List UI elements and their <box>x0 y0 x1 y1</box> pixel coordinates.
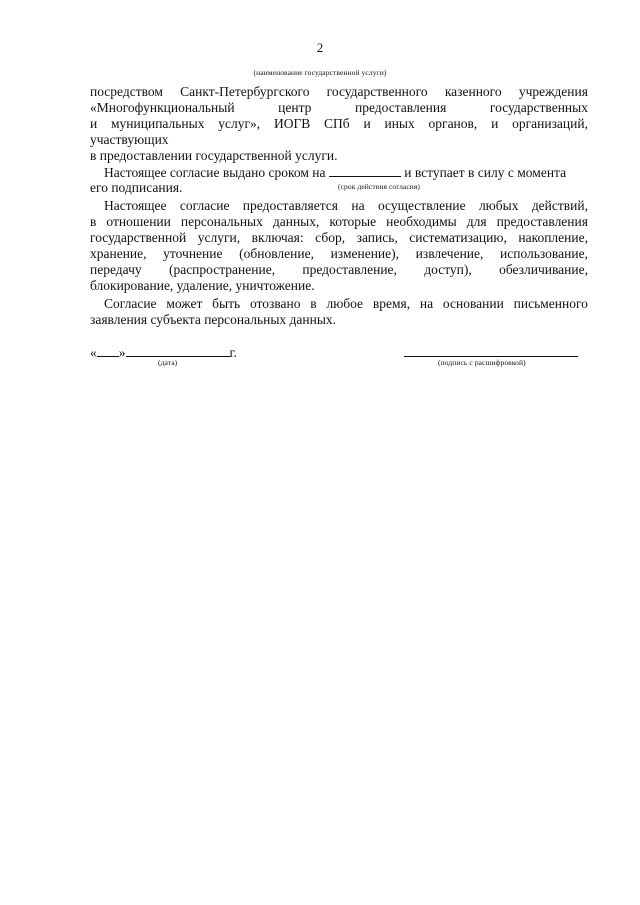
word: накопление, <box>518 230 588 245</box>
word: и <box>491 116 499 131</box>
word: иных <box>384 116 415 131</box>
date-day-blank <box>97 344 119 357</box>
word: и <box>90 116 98 131</box>
word: предоставляется <box>242 198 338 213</box>
paragraph1-line4: участвующих <box>90 132 169 147</box>
consent-term-text-before: Настоящее согласие выдано сроком на <box>104 165 326 180</box>
word: обезличивание, <box>499 262 588 277</box>
word: которые <box>329 214 377 229</box>
paragraph2-line2: его подписания. <box>90 180 183 195</box>
word: запись, <box>356 230 398 245</box>
word: казенного <box>444 84 502 99</box>
paragraph3-line2 <box>90 214 588 230</box>
date-month-blank <box>126 344 230 357</box>
word: услуги, <box>197 230 241 245</box>
paragraph1-line1 <box>90 84 588 100</box>
word: сбор, <box>315 230 346 245</box>
word: извлечение, <box>415 246 484 261</box>
paragraph4-line2: заявления субъекта персональных данных. <box>90 312 337 327</box>
consent-term-blank <box>329 164 401 177</box>
date-year-suffix: г. <box>229 345 237 360</box>
word: хранение, <box>90 246 147 261</box>
word: персональных <box>180 214 263 229</box>
word: быть <box>212 296 241 311</box>
word: учреждения <box>518 84 588 99</box>
paragraph3-line3 <box>90 230 588 246</box>
paragraph4-line1 <box>90 296 588 312</box>
word: основании <box>442 296 504 311</box>
word: любое <box>326 296 364 311</box>
word: согласие <box>179 198 230 213</box>
word: (обновление, <box>239 246 314 261</box>
word: Санкт-Петербургского <box>180 84 310 99</box>
caption-date: (дата) <box>158 358 178 367</box>
word: центр <box>278 100 312 115</box>
paragraph1-line2 <box>90 100 588 116</box>
paragraph3-line5 <box>90 262 588 278</box>
word: время, <box>372 296 411 311</box>
paragraph3-line4 <box>90 246 588 262</box>
paragraph3-line6: блокирование, удаление, уничтожение. <box>90 278 315 293</box>
word: государственной <box>90 230 187 245</box>
word: передачу <box>90 262 142 277</box>
paragraph1-line3 <box>90 116 588 132</box>
word: в <box>90 214 97 229</box>
consent-term-text-after: и вступает в силу с момента <box>404 165 567 180</box>
word: для <box>466 214 487 229</box>
date-close-quote: » <box>118 345 126 360</box>
word: (распространение, <box>168 262 276 277</box>
word: ИОГВ <box>273 116 311 131</box>
word: организаций, <box>512 116 588 131</box>
word: письменного <box>513 296 588 311</box>
word: услуг», <box>218 116 261 131</box>
word: включая: <box>251 230 304 245</box>
word: предоставления <box>354 100 447 115</box>
word: отношении <box>106 214 171 229</box>
word: может <box>166 296 203 311</box>
word: государственного <box>326 84 428 99</box>
word: на <box>419 296 434 311</box>
signature-blank <box>404 356 578 357</box>
paragraph2-line1 <box>90 164 588 181</box>
word: и <box>363 116 371 131</box>
word: необходимы <box>386 214 457 229</box>
word: Согласие <box>104 296 157 311</box>
caption-consent-term: (срок действия согласия) <box>338 182 421 191</box>
paragraph3-line1 <box>90 198 588 214</box>
word: использование, <box>500 246 588 261</box>
word: доступ), <box>424 262 472 277</box>
word: муниципальных <box>111 116 205 131</box>
word: в <box>310 296 317 311</box>
paragraph1-line5: в предоставлении государственной услуги. <box>90 148 338 163</box>
word: уточнение <box>163 246 223 261</box>
page-number: 2 <box>316 40 324 55</box>
word: государственных <box>489 100 588 115</box>
word: систематизацию, <box>409 230 507 245</box>
word: осуществление <box>377 198 466 213</box>
word: Настоящее <box>104 198 167 213</box>
word: любых <box>478 198 519 213</box>
word: предоставление, <box>302 262 397 277</box>
word: действий, <box>531 198 588 213</box>
word: органов, <box>428 116 478 131</box>
word: «Многофункциональный <box>90 100 235 115</box>
word: отозвано <box>249 296 301 311</box>
word: посредством <box>90 84 163 99</box>
word: изменение), <box>330 246 400 261</box>
date-open-quote: « <box>90 345 97 360</box>
word: данных, <box>272 214 320 229</box>
caption-signature: (подпись с расшифровкой) <box>438 358 526 367</box>
word: на <box>351 198 365 213</box>
caption-service-name: (наименование государственной услуги) <box>253 68 387 77</box>
word: предоставления <box>496 214 588 229</box>
word: СПб <box>324 116 350 131</box>
